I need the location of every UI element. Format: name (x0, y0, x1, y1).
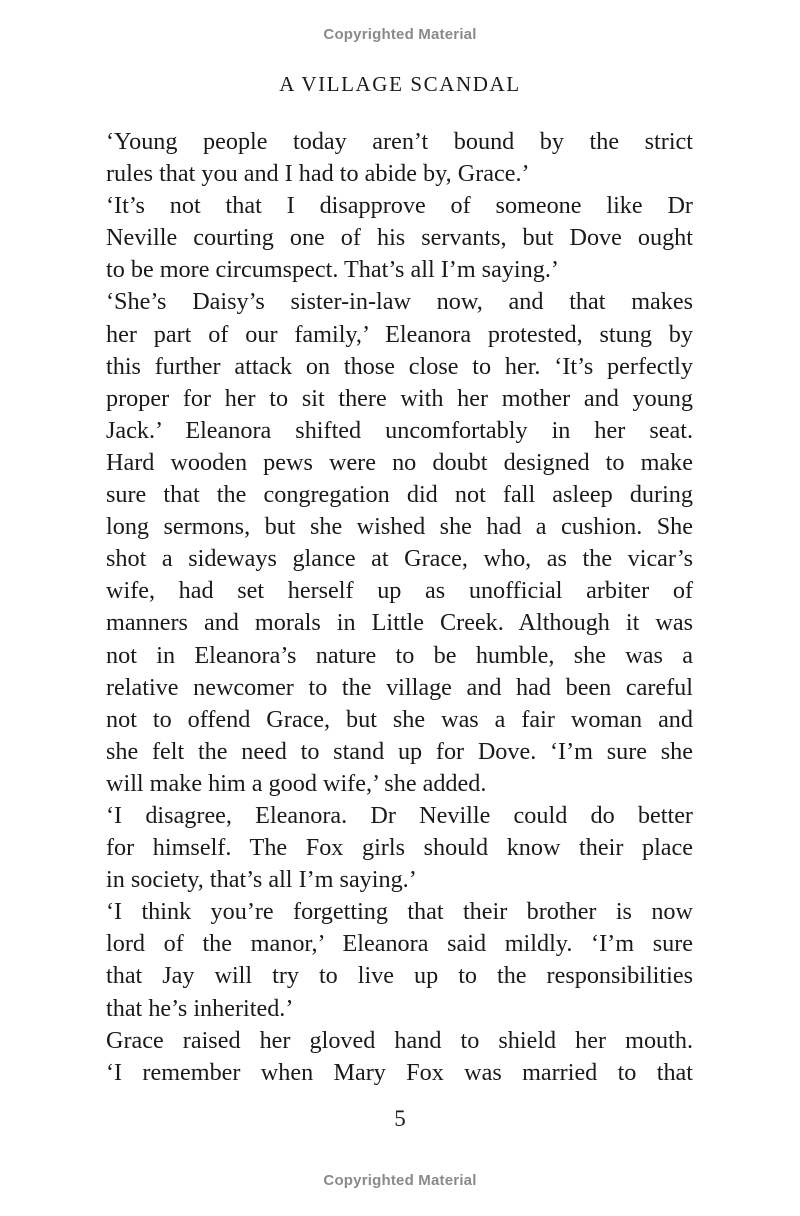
text-line: sure that the congregation did not fall asleep during (106, 481, 693, 509)
text-line: relative newcomer to the village and had been careful (106, 673, 693, 701)
text-line: her part of our family,’ Eleanora protested, stung by (106, 320, 693, 348)
text-line: for himself. The Fox girls should know their place (106, 834, 693, 862)
text-line: ‘I remember when Mary Fox was married to that (106, 1058, 693, 1086)
text-line: that he’s inherited.’ (106, 994, 294, 1022)
text-line: Grace raised her gloved hand to shield her mouth. (106, 1026, 693, 1054)
text-line: she felt the need to stand up for Dove. ‘I’m sure she (106, 737, 693, 765)
text-line: not in Eleanora’s nature to be humble, she was a (106, 641, 693, 669)
copyright-watermark-top: Copyrighted Material (323, 26, 477, 43)
body-text (106, 126, 693, 1089)
text-line: long sermons, but she wished she had a cushion. She (106, 513, 693, 541)
text-line: Jack.’ Eleanora shifted uncomfortably in her seat. (106, 416, 693, 444)
text-line: ‘She’s Daisy’s sister-in-law now, and that makes (106, 288, 693, 316)
text-line: Neville courting one of his servants, but Dove ought (106, 224, 693, 252)
text-line: ‘Young people today aren’t bound by the strict (106, 128, 693, 155)
text-line: ‘I think you’re forgetting that their brother is now (106, 898, 693, 926)
text-line: this further attack on those close to her. ‘It’s perfectly (106, 352, 693, 380)
text-line: not to offend Grace, but she was a fair woman and (106, 705, 693, 733)
copyright-watermark-bottom: Copyrighted Material (323, 1172, 477, 1189)
text-line: ‘It’s not that I disapprove of someone like Dr (106, 192, 693, 220)
text-line: wife, had set herself up as unofficial arbiter of (106, 577, 693, 605)
text-line: proper for her to sit there with her mother and young (106, 384, 693, 412)
running-head-title: A VILLAGE SCANDAL (279, 72, 521, 96)
text-line: ‘I disagree, Eleanora. Dr Neville could do better (106, 801, 693, 829)
text-line: in society, that’s all I’m saying.’ (106, 866, 417, 894)
text-line: lord of the manor,’ Eleanora said mildly. ‘I’m sure (106, 930, 693, 958)
text-line: to be more circumspect. That’s all I’m saying.’ (106, 256, 559, 284)
text-line: will make him a good wife,’ she added. (106, 769, 487, 797)
text-line: manners and morals in Little Creek. Although it was (106, 609, 693, 637)
text-line: that Jay will try to live up to the responsibilities (106, 962, 693, 990)
text-line: rules that you and I had to abide by, Grace.’ (106, 160, 530, 188)
text-line: Hard wooden pews were no doubt designed to make (106, 448, 693, 476)
text-line: shot a sideways glance at Grace, who, as the vicar’s (106, 545, 693, 573)
page-number: 5 (394, 1106, 406, 1131)
